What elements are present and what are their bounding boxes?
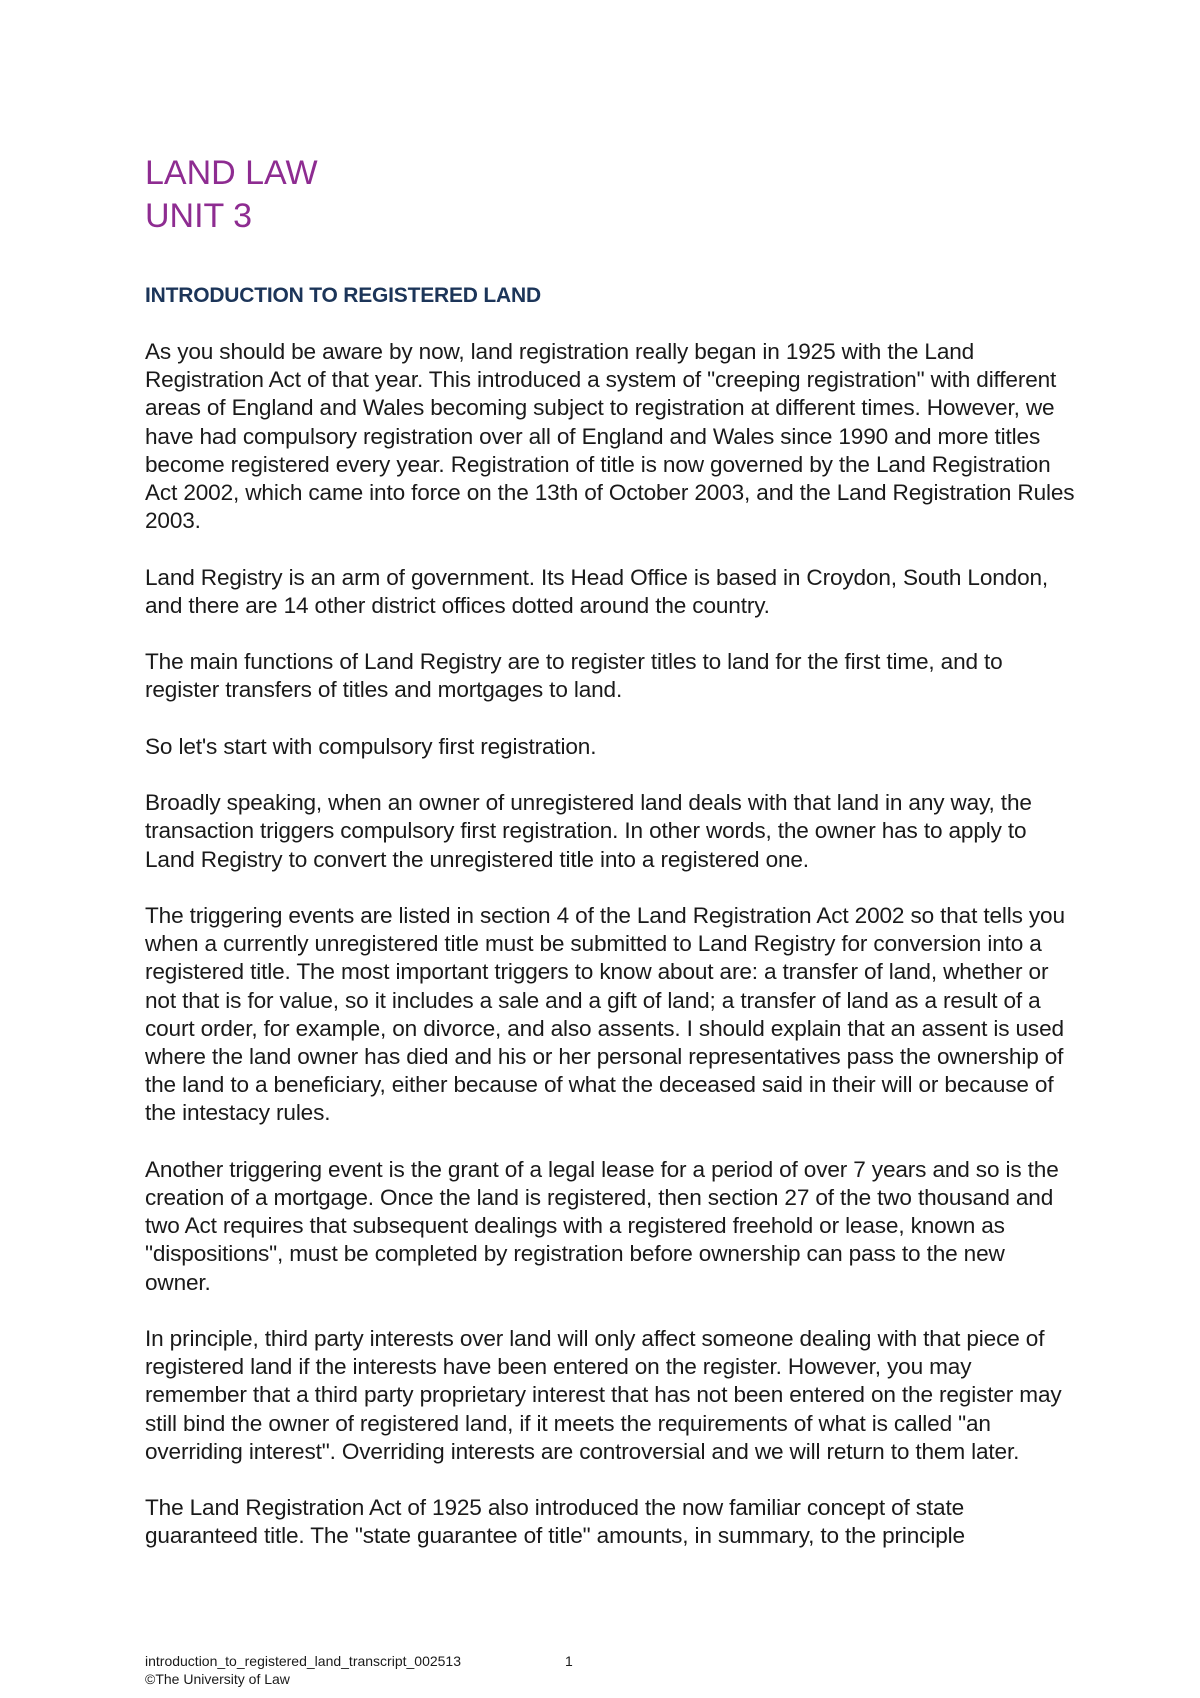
paragraph-5: Broadly speaking, when an owner of unregistered land deals with that land in any way, the transaction triggers compulsory first registration. In other words, the owner has to apply to Land Registry to convert the unregistered title into a registered one. [145, 790, 1032, 872]
footer-row [145, 1652, 605, 1670]
document-title-line-1: LAND LAW [145, 154, 318, 192]
footer-filename: introduction_to_registered_land_transcript_002513 [145, 1653, 461, 1669]
paragraph-4: So let's start with compulsory first registration. [145, 733, 597, 759]
paragraph-9: The Land Registration Act of 1925 also introduced the now familiar concept of state guaranteed title. The "state guarantee of title" amounts, in summary, to the principle [145, 1495, 965, 1549]
paragraph-2: Land Registry is an arm of government. Its Head Office is based in Croydon, South London, and there are 14 other district offices dotted around the country. [145, 564, 1049, 618]
paragraph-6: The triggering events are listed in section 4 of the Land Registration Act 2002 so that tells you when a currently unregistered title must be submitted to Land Registry for conversion into a registered title. The most important triggers to know about are: a transfer of land, whether or not that is for value, so it includes a sale and a gift of land; a transfer of land as a result of a court order, for example, on divorce, and also assents. I should explain that an assent is used where the land owner has died and his or her personal representatives pass the ownership of the land to a beneficiary, either because of what the deceased said in their will or because of the intestacy rules. [145, 902, 1065, 1126]
page-number: 1 [565, 1653, 573, 1669]
section-heading: INTRODUCTION TO REGISTERED LAND [145, 284, 541, 307]
paragraph-8: In principle, third party interests over land will only affect someone dealing with that piece of registered land if the interests have been entered on the register. However, you may remember that a third party proprietary interest that has not been entered on the register may still bind the owner of registered land, if it meets the requirements of what is called "an overriding interest". Overriding interests are controversial and we will return to them later. [145, 1326, 1062, 1464]
paragraph-1: As you should be aware by now, land registration really began in 1925 with the Land Registration Act of that year. This introduced a system of "creeping registration" with different areas of England and Wales becoming subject to registration at different times. However, we have had compulsory registration over all of England and Wales since 1990 and more titles become registered every year. Registration of title is now governed by the Land Registration Act 2002, which came into force on the 13th of October 2003, and the Land Registration Rules 2003. [145, 339, 1075, 534]
document-title-line-2: UNIT 3 [145, 197, 253, 235]
page-footer [145, 1652, 605, 1688]
footer-copyright: ©The University of Law [145, 1671, 290, 1687]
page-content [145, 152, 1075, 1551]
paragraph-3: The main functions of Land Registry are to register titles to land for the first time, and to register transfers of titles and mortgages to land. [145, 649, 1003, 703]
paragraph-7: Another triggering event is the grant of a legal lease for a period of over 7 years and so is the creation of a mortgage. Once the land is registered, then section 27 of the two thousand and two Act requires that subsequent dealings with a registered freehold or lease, known as "dispositions", must be completed by registration before ownership can pass to the new owner. [145, 1156, 1059, 1295]
